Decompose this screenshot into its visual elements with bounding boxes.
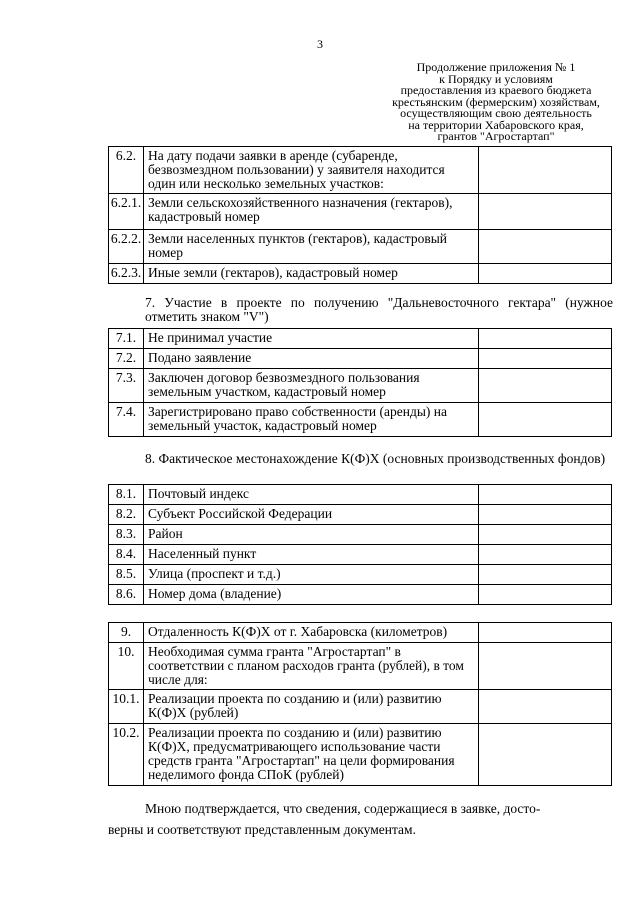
- row-number: 10.: [109, 643, 144, 690]
- land-plots-table: [108, 146, 612, 284]
- table-row: [109, 369, 612, 403]
- row-label: Зарегистрировано право собственности (аренды) на земельный участок, кадастровый номер: [144, 403, 479, 437]
- page-number: 3: [317, 37, 323, 51]
- row-label: Земли населенных пунктов (гектаров), кадастровый номер: [144, 230, 479, 264]
- row-number: 6.2.2.: [109, 230, 144, 264]
- row-number: 8.3.: [109, 525, 144, 545]
- value-cell[interactable]: [479, 643, 612, 690]
- table-row: [109, 690, 612, 724]
- header-line: крестьянским (фермерским) хозяйствам,: [392, 94, 600, 109]
- row-label: Земли сельскохозяйственного назначения (гектаров), кадастровый номер: [144, 194, 479, 230]
- table-row: [109, 329, 612, 349]
- row-number: 8.4.: [109, 545, 144, 565]
- row-label: Улица (проспект и т.д.): [144, 565, 479, 585]
- table-row: [109, 643, 612, 690]
- header-line: к Порядку и условиям: [439, 71, 553, 86]
- value-cell[interactable]: [479, 690, 612, 724]
- row-number: 10.2.: [109, 724, 144, 786]
- row-label: Реализации проекта по созданию и (или) развитию К(Ф)Х, предусматривающего использование части средств гранта "Агростартап" на цели формирования неделимого фонда СПоК (рублей): [144, 724, 479, 786]
- value-cell[interactable]: [479, 525, 612, 545]
- value-cell[interactable]: [479, 565, 612, 585]
- checkbox-cell[interactable]: [479, 369, 612, 403]
- table-row: [109, 724, 612, 786]
- row-number: 6.2.1.: [109, 194, 144, 230]
- header-line: на территории Хабаровского края,: [408, 117, 584, 132]
- grant-amount-table: [108, 622, 612, 786]
- table-row: [109, 585, 612, 605]
- row-label: Номер дома (владение): [144, 585, 479, 605]
- confirmation-line: Мною подтверждается, что сведения, содержащиеся в заявке, досто-: [145, 801, 541, 816]
- row-label: Заключен договор безвозмездного пользования земельным участком, кадастровый номер: [144, 369, 479, 403]
- location-table: [108, 484, 612, 605]
- appendix-header: [378, 62, 614, 143]
- header-line: осуществляющим свою деятельность: [400, 106, 592, 120]
- row-number: 7.2.: [109, 349, 144, 369]
- table-row: [109, 565, 612, 585]
- value-cell[interactable]: [479, 194, 612, 230]
- row-number: 8.1.: [109, 485, 144, 505]
- table-row: [109, 230, 612, 264]
- value-cell[interactable]: [479, 724, 612, 786]
- value-cell[interactable]: [479, 505, 612, 525]
- header-line: предоставления из краевого бюджета: [400, 83, 592, 97]
- row-number: 6.2.: [109, 147, 144, 194]
- table-row: [109, 623, 612, 643]
- table-row: [109, 525, 612, 545]
- row-number: 9.: [109, 623, 144, 643]
- table-row: [109, 194, 612, 230]
- table-row: [109, 147, 612, 194]
- row-label: Необходимая сумма гранта "Агростартап" в соответствии с планом расходов гранта (рублей), в том числе для:: [144, 643, 479, 690]
- row-number: 7.3.: [109, 369, 144, 403]
- checkbox-cell[interactable]: [479, 349, 612, 369]
- table-row: [109, 403, 612, 437]
- row-label: Не принимал участие: [144, 329, 479, 349]
- header-line: грантов "Агростартап": [437, 129, 555, 143]
- row-label: Иные земли (гектаров), кадастровый номер: [144, 264, 479, 284]
- row-number: 7.4.: [109, 403, 144, 437]
- table-row: [109, 545, 612, 565]
- value-cell[interactable]: [479, 585, 612, 605]
- row-label: На дату подачи заявки в аренде (субаренде, безвозмездном пользовании) у заявителя находится один или несколько земельных участков:: [144, 147, 479, 194]
- confirmation-statement: [108, 798, 612, 840]
- header-line: Продолжение приложения № 1: [416, 60, 576, 74]
- row-number: 8.5.: [109, 565, 144, 585]
- row-number: 10.1.: [109, 690, 144, 724]
- table-row: [109, 485, 612, 505]
- row-number: 8.2.: [109, 505, 144, 525]
- checkbox-cell[interactable]: [479, 403, 612, 437]
- value-cell[interactable]: [479, 545, 612, 565]
- far-east-hectare-table: [108, 328, 612, 437]
- row-number: 8.6.: [109, 585, 144, 605]
- value-cell[interactable]: [479, 623, 612, 643]
- value-cell[interactable]: [479, 147, 612, 194]
- section-7-heading: 7. Участие в проекте по получению "Дальневосточного гектара" (нужное отметить знаком "V"): [145, 295, 613, 324]
- row-label: Населенный пункт: [144, 545, 479, 565]
- table-row: [109, 264, 612, 284]
- value-cell[interactable]: [479, 485, 612, 505]
- section-8-heading: 8. Фактическое местонахождение К(Ф)Х (основных производственных фондов): [145, 451, 606, 466]
- value-cell[interactable]: [479, 264, 612, 284]
- table-row: [109, 505, 612, 525]
- row-label: Почтовый индекс: [144, 485, 479, 505]
- table-row: [109, 349, 612, 369]
- row-number: 7.1.: [109, 329, 144, 349]
- checkbox-cell[interactable]: [479, 329, 612, 349]
- row-label: Отдаленность К(Ф)Х от г. Хабаровска (километров): [144, 623, 479, 643]
- value-cell[interactable]: [479, 230, 612, 264]
- row-label: Подано заявление: [144, 349, 479, 369]
- row-number: 6.2.3.: [109, 264, 144, 284]
- row-label: Район: [144, 525, 479, 545]
- row-label: Субъект Российской Федерации: [144, 505, 479, 525]
- row-label: Реализации проекта по созданию и (или) развитию К(Ф)Х (рублей): [144, 690, 479, 724]
- confirmation-line: верны и соответствуют представленным документам.: [108, 822, 416, 837]
